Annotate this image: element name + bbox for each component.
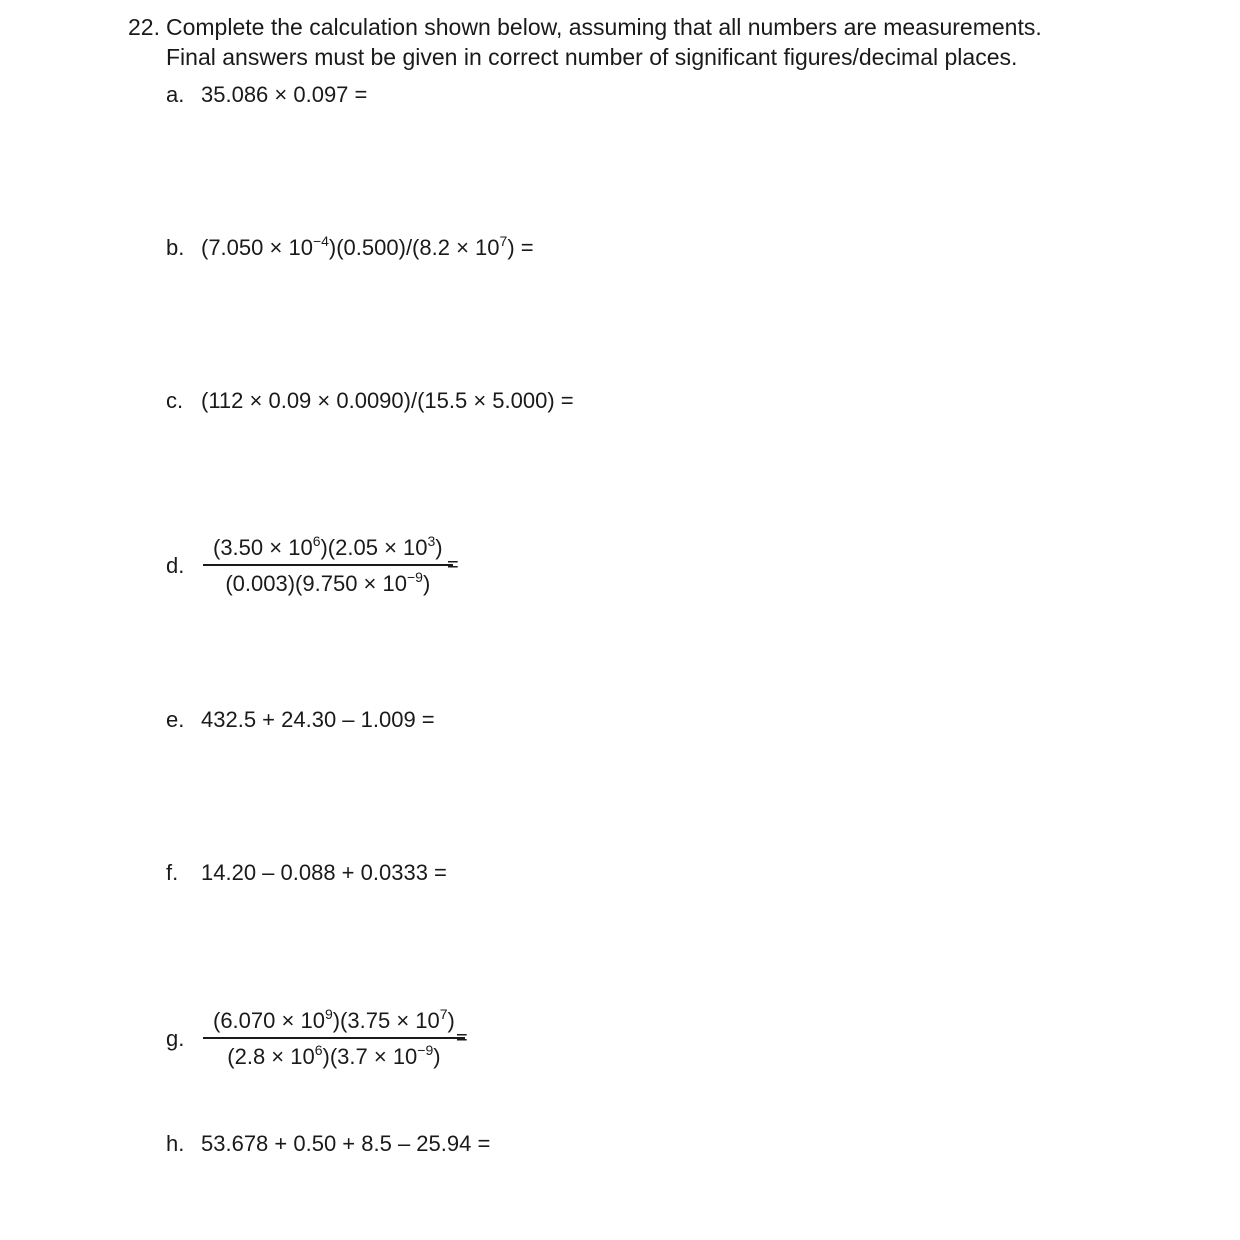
item-d-numerator bbox=[203, 534, 453, 564]
item-a-label: a. bbox=[166, 82, 185, 107]
item-g-num-exponent-1: 9 bbox=[324, 1006, 333, 1022]
item-b-label: b. bbox=[166, 235, 185, 260]
item-d-label: d. bbox=[166, 553, 185, 578]
item-g-num-part-3: ) bbox=[447, 1008, 455, 1033]
item-b-exponent-1: −4 bbox=[312, 233, 329, 249]
item-d-den-exponent-1: −9 bbox=[406, 568, 423, 585]
item-e-expression: 432.5 + 24.30 – 1.009 = bbox=[201, 707, 435, 732]
item-d-equals: = bbox=[447, 554, 459, 576]
item-a-expression: 35.086 × 0.097 = bbox=[201, 82, 368, 107]
item-b-expression bbox=[201, 234, 534, 262]
item-b-exponent-2: 7 bbox=[499, 233, 508, 249]
item-g-numerator bbox=[203, 1007, 465, 1037]
item-f-expression: 14.20 – 0.088 + 0.0333 = bbox=[201, 860, 447, 885]
item-g-den-exponent-1: 6 bbox=[314, 1041, 323, 1058]
question-number: 22. bbox=[128, 14, 160, 40]
item-h-expression: 53.678 + 0.50 + 8.5 – 25.94 = bbox=[201, 1131, 491, 1156]
item-g-num-part-1: (6.070 × 10 bbox=[213, 1008, 325, 1033]
item-f-label: f. bbox=[166, 860, 179, 885]
item-g-den-part-1: (2.8 × 10 bbox=[227, 1043, 315, 1069]
item-g-denominator bbox=[203, 1039, 465, 1071]
item-d-fraction bbox=[203, 534, 453, 598]
question-line-1: Complete the calculation shown below, assuming that all numbers are measurements. bbox=[166, 14, 1042, 40]
item-g-den-exponent-2: −9 bbox=[417, 1041, 434, 1058]
item-h-label: h. bbox=[166, 1131, 185, 1156]
item-c-expression: (112 × 0.09 × 0.0090)/(15.5 × 5.000) = bbox=[201, 388, 574, 413]
item-d-num-part-2: )(2.05 × 10 bbox=[320, 535, 428, 560]
item-b-part-2: )(0.500)/(8.2 × 10 bbox=[328, 235, 500, 260]
item-d-num-exponent-1: 6 bbox=[312, 533, 321, 549]
item-g-equals: = bbox=[456, 1027, 468, 1049]
item-g-den-part-3: ) bbox=[433, 1043, 441, 1069]
item-g-den-part-2: )(3.7 × 10 bbox=[322, 1043, 418, 1069]
item-g-fraction bbox=[203, 1007, 465, 1071]
question-line-2: Final answers must be given in correct number of significant figures/decimal places. bbox=[166, 44, 1018, 70]
item-e-label: e. bbox=[166, 707, 185, 732]
item-g-label: g. bbox=[166, 1026, 185, 1051]
item-d-den-part-1: (0.003)(9.750 × 10 bbox=[225, 570, 407, 596]
item-b-part-3: ) = bbox=[507, 235, 534, 260]
item-c-label: c. bbox=[166, 388, 184, 413]
item-d-denominator bbox=[203, 566, 453, 598]
question-prompt bbox=[166, 12, 1166, 72]
item-g-num-part-2: )(3.75 × 10 bbox=[332, 1008, 440, 1033]
item-g-num-exponent-2: 7 bbox=[439, 1006, 448, 1022]
item-d-num-part-1: (3.50 × 10 bbox=[213, 535, 313, 560]
item-d-den-part-2: ) bbox=[422, 570, 431, 596]
item-b-part-1: (7.050 × 10 bbox=[201, 235, 313, 260]
item-d-num-exponent-2: 3 bbox=[427, 533, 436, 549]
item-d-num-part-3: ) bbox=[435, 535, 443, 560]
